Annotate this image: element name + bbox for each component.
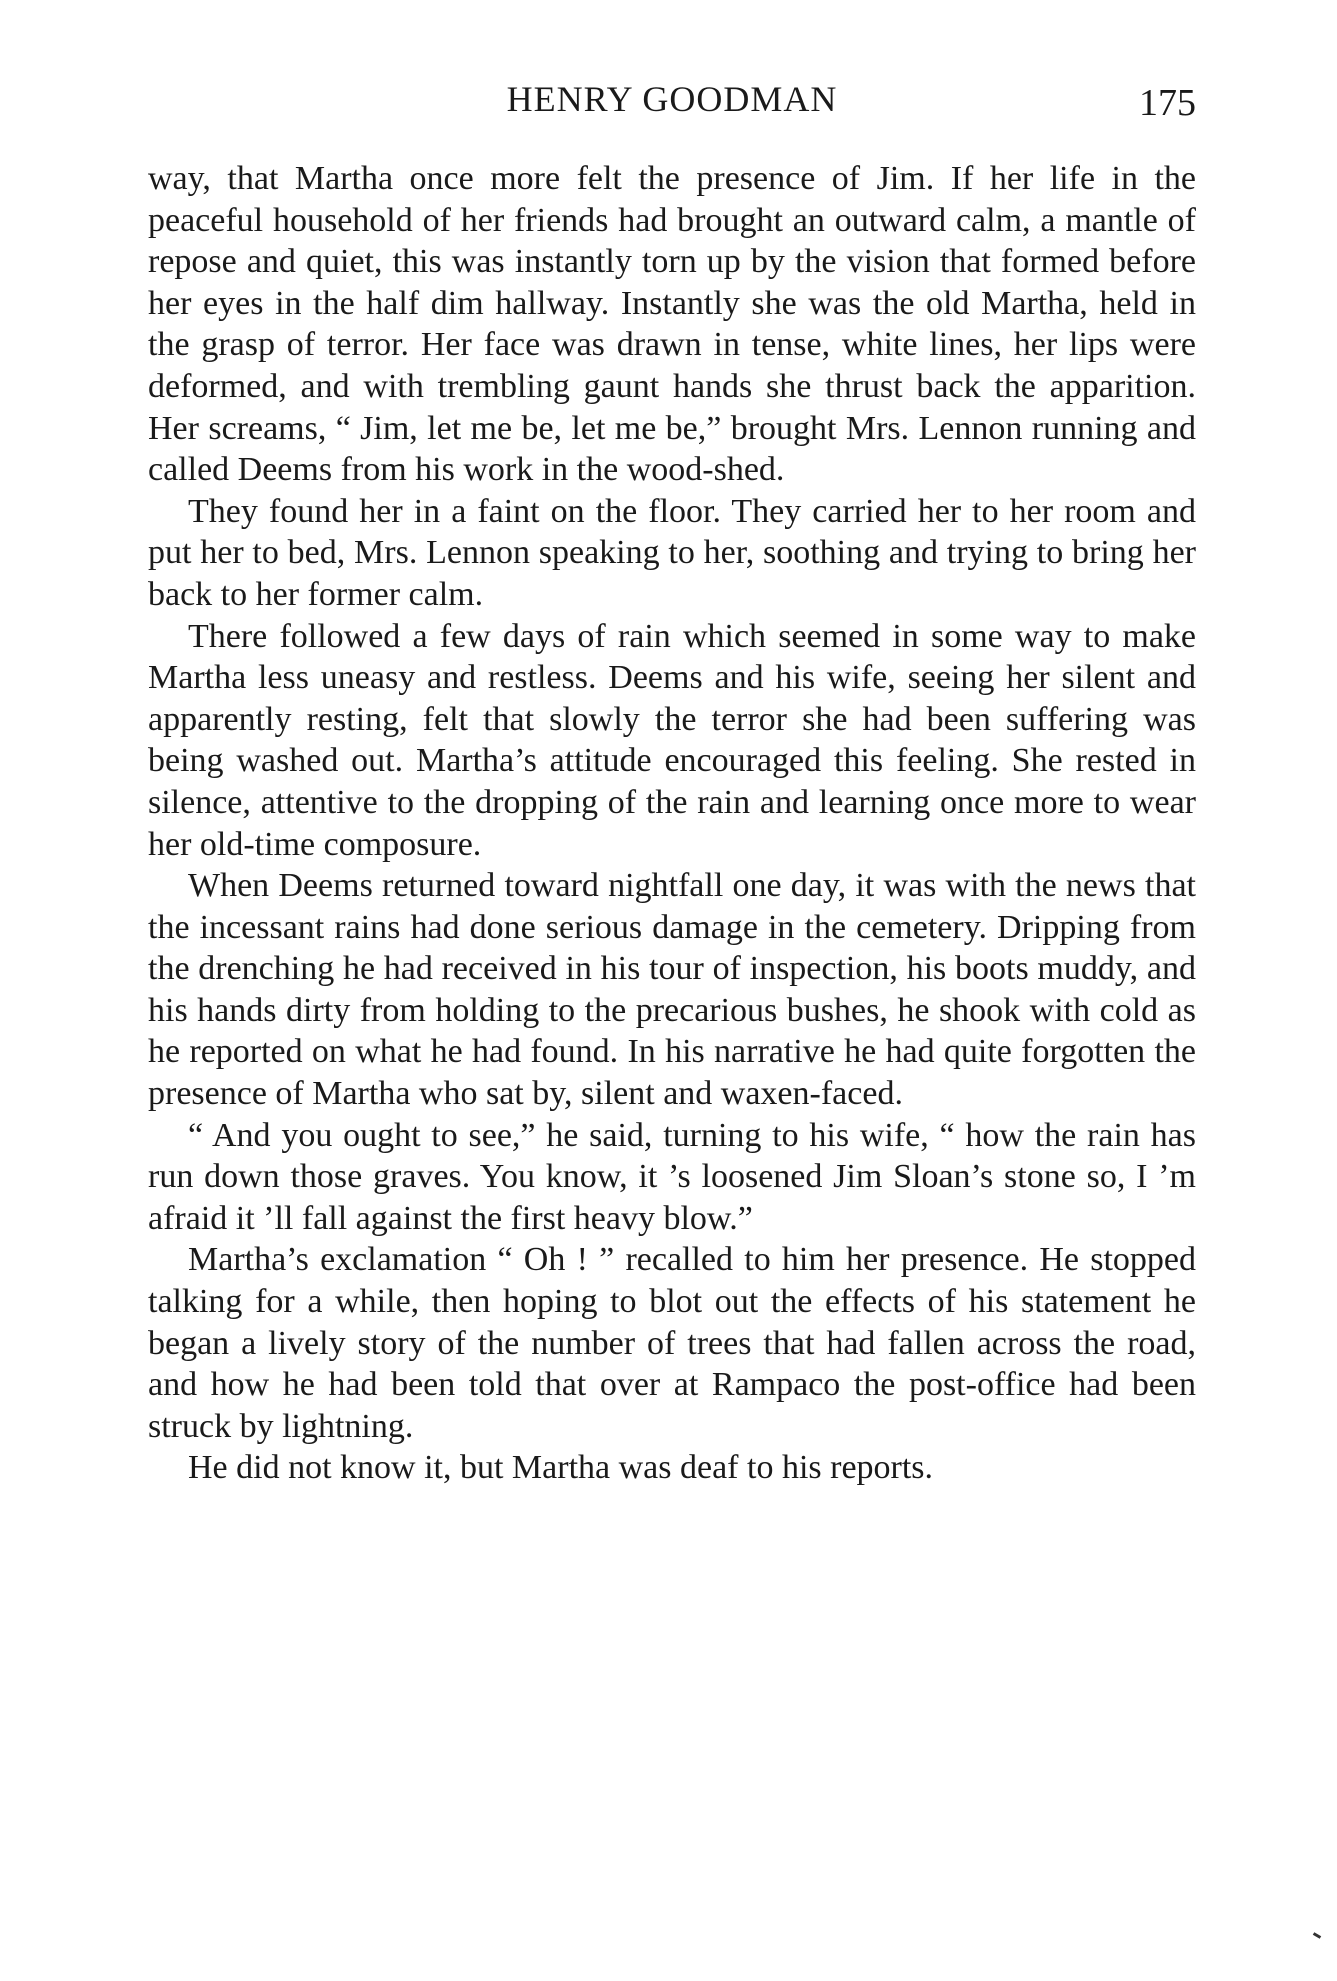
paragraph-5: “ And you ought to see,” he said, turning to his wife, “ how the rain has run down those graves. You know, it ’s loosened Jim Sloan’s stone so, I ’m afraid it ’ll fall against the first heavy blow.” [148,1116,1196,1237]
paragraph-6: Martha’s exclamation “ Oh ! ” recalled to him her presence. He stopped talking for a while, then hoping to blot out the effects of his statement he began a lively story of the number of trees that had fallen across the road, and how he had been told that over at Rampaco the post-office had been struck by lightning. [148,1241,1196,1445]
paragraph-4: When Deems returned toward nightfall one day, it was with the news that the incessant rains had done serious damage in the cemetery. Dripping from the drenching he had received in his tour of inspection, his boots muddy, and his hands dirty from holding to the precarious bushes, he shook with cold as he reported on what he had found. In his narrative he had quite forgotten the presence of Martha who sat by, silent and waxen-faced. [148,867,1196,1113]
scan-speck [1313,1932,1321,1939]
page-number: 175 [1139,82,1196,124]
paragraph-2: They found her in a faint on the floor. They carried her to her room and put her to bed, Mrs. Lennon speaking to her, soothing and trying to bring her back to her former calm. [148,492,1196,613]
running-title: HENRY GOODMAN [506,79,838,119]
paragraph-7: He did not know it, but Martha was deaf to his reports. [188,1449,934,1487]
running-head [148,74,1196,124]
paragraph-3: There followed a few days of rain which seemed in some way to make Martha less uneasy and restless. Deems and his wife, seeing her silent and apparently resting, felt that slowly the terror she had been suffering was being washed out. Martha’s attitude encouraged this feeling. She rested in silence, attentive to the dropping of the rain and learning once more to wear her old-time composure. [148,617,1196,863]
paragraph-1: way, that Martha once more felt the presence of Jim. If her life in the peaceful household of her friends had brought an outward calm, a mantle of repose and quiet, this was instantly torn up by the vision that formed before her eyes in the half dim hallway. Instantly she was the old Martha, held in the grasp of terror. Her face was drawn in tense, white lines, her lips were deformed, and with trembling gaunt hands she thrust back the apparition. Her screams, “ Jim, let me be, let me be,” brought Mrs. Lennon running and called Deems from his work in the wood-shed. [148,160,1196,489]
body-text [148,158,1196,1489]
